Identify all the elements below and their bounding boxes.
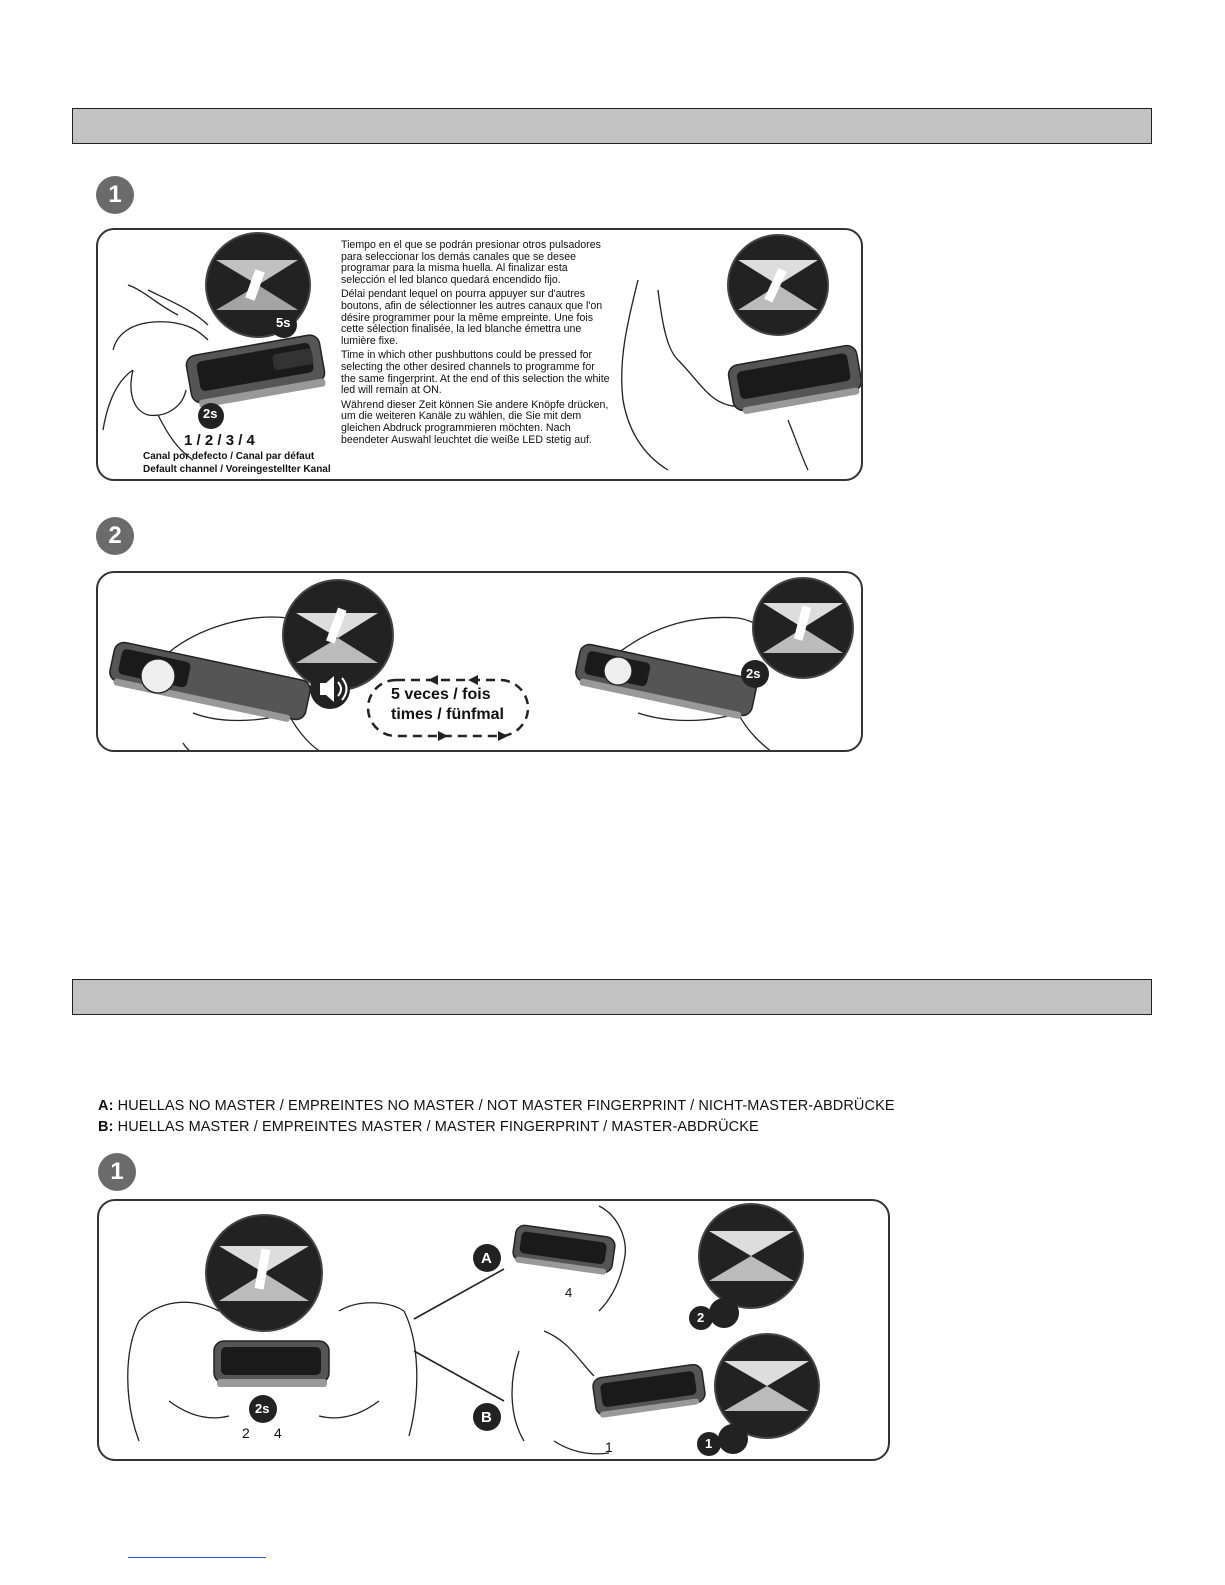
- illustration-panel-3: [97, 1199, 890, 1461]
- remote-b-icon: [592, 1364, 706, 1419]
- illustration-panel-1: [96, 228, 863, 481]
- option-a-label: A: [481, 1250, 492, 1267]
- speaker-a-icon: [709, 1298, 739, 1328]
- legend-line-a: [98, 1098, 895, 1114]
- section-bar-bottom: [72, 979, 1152, 1015]
- zoom-led-3-icon: [206, 1215, 322, 1331]
- beep-a-count: 2: [697, 1310, 705, 1325]
- zoom-led-a-icon: [699, 1204, 803, 1308]
- instruction-text-fr: Délai pendant lequel on pourra appuyer sur d'autres boutons, afin de sélectionner les autres canaux que l'on désire programmer pour la même empreinte. Une fois cette sélection finalisée, la led blanche émettra une lumière fixe.: [341, 288, 603, 347]
- legend-b-key: B:: [98, 1119, 114, 1135]
- option-b-button-label: 1: [605, 1439, 613, 1455]
- step-number-1-b: 1: [98, 1153, 136, 1191]
- step-number-1: 1: [96, 176, 134, 214]
- option-a-button-label: 4: [565, 1285, 573, 1300]
- remote-right-icon: [727, 344, 863, 414]
- illustration-panel-2: [96, 571, 863, 752]
- legend-line-b: [98, 1119, 759, 1135]
- speaker-b-icon: [718, 1424, 748, 1454]
- default-channel-label-1: Canal por defecto / Canal par défaut: [143, 451, 315, 462]
- legend-b-text: HUELLAS MASTER / EMPREINTES MASTER / MASTER FINGERPRINT / MASTER-ABDRÜCKE: [117, 1119, 759, 1135]
- section-bar-top: [72, 108, 1152, 144]
- button-label-4: 4: [274, 1425, 282, 1441]
- panel-2-drawing: [98, 573, 863, 752]
- remote-left-icon: [185, 334, 326, 409]
- remote-left-2-icon: [108, 641, 312, 723]
- channel-numbers: 1 / 2 / 3 / 4: [184, 432, 255, 449]
- instruction-text-en: Time in which other pushbuttons could be pressed for selecting the other desired channels to programme for the same fingerprint. At the end of this selection the white led will remain at ON.: [341, 349, 610, 397]
- beep-b-count: 1: [705, 1436, 713, 1451]
- default-channel-label-2: Default channel / Voreingestellter Kanal: [143, 464, 331, 475]
- panel-3-drawing: [99, 1201, 890, 1461]
- zoom-led-b-icon: [715, 1334, 819, 1438]
- footer-link-line: [128, 1557, 266, 1558]
- badge-2s-center: 2s: [255, 1401, 270, 1416]
- remote-right-2-icon: [574, 643, 761, 720]
- badge-2s: 2s: [203, 406, 218, 421]
- repeat-count-line-1: 5 veces / fois: [391, 686, 491, 703]
- step-number-2: 2: [96, 517, 134, 555]
- option-b-label: B: [481, 1409, 492, 1426]
- instruction-text-de: Während dieser Zeit können Sie andere Knöpfe drücken, um die weiteren Kanäle zu wählen, die Sie mit dem gleichen Abdruck programmieren möchten. Nach beendeter Auswahl leuchtet die weiße LED stetig auf.: [341, 398, 609, 446]
- remote-a-icon: [512, 1224, 616, 1275]
- legend-a-key: A:: [98, 1098, 114, 1114]
- button-label-2: 2: [242, 1425, 250, 1441]
- zoom-led-right-2-icon: [753, 578, 853, 678]
- legend-a-text: HUELLAS NO MASTER / EMPREINTES NO MASTER / NOT MASTER FINGERPRINT / NICHT-MASTER-ABDRÜCKE: [117, 1098, 895, 1114]
- repeat-count-line-2: times / fünfmal: [391, 706, 504, 723]
- remote-center-icon: [214, 1341, 329, 1387]
- instruction-text-block: [341, 240, 611, 449]
- instruction-text-es: Tiempo en el que se podrán presionar otros pulsadores para seleccionar los demás canales que se desee programar para la misma huella. Al finalizar esta selección el led blanco quedará encendido fijo.: [341, 239, 601, 286]
- badge-5s: 5s: [276, 315, 291, 330]
- branch-line-a: [414, 1269, 504, 1319]
- badge-2s-right: 2s: [746, 666, 761, 681]
- zoom-led-right-icon: [728, 235, 828, 335]
- branch-line-b: [414, 1351, 504, 1401]
